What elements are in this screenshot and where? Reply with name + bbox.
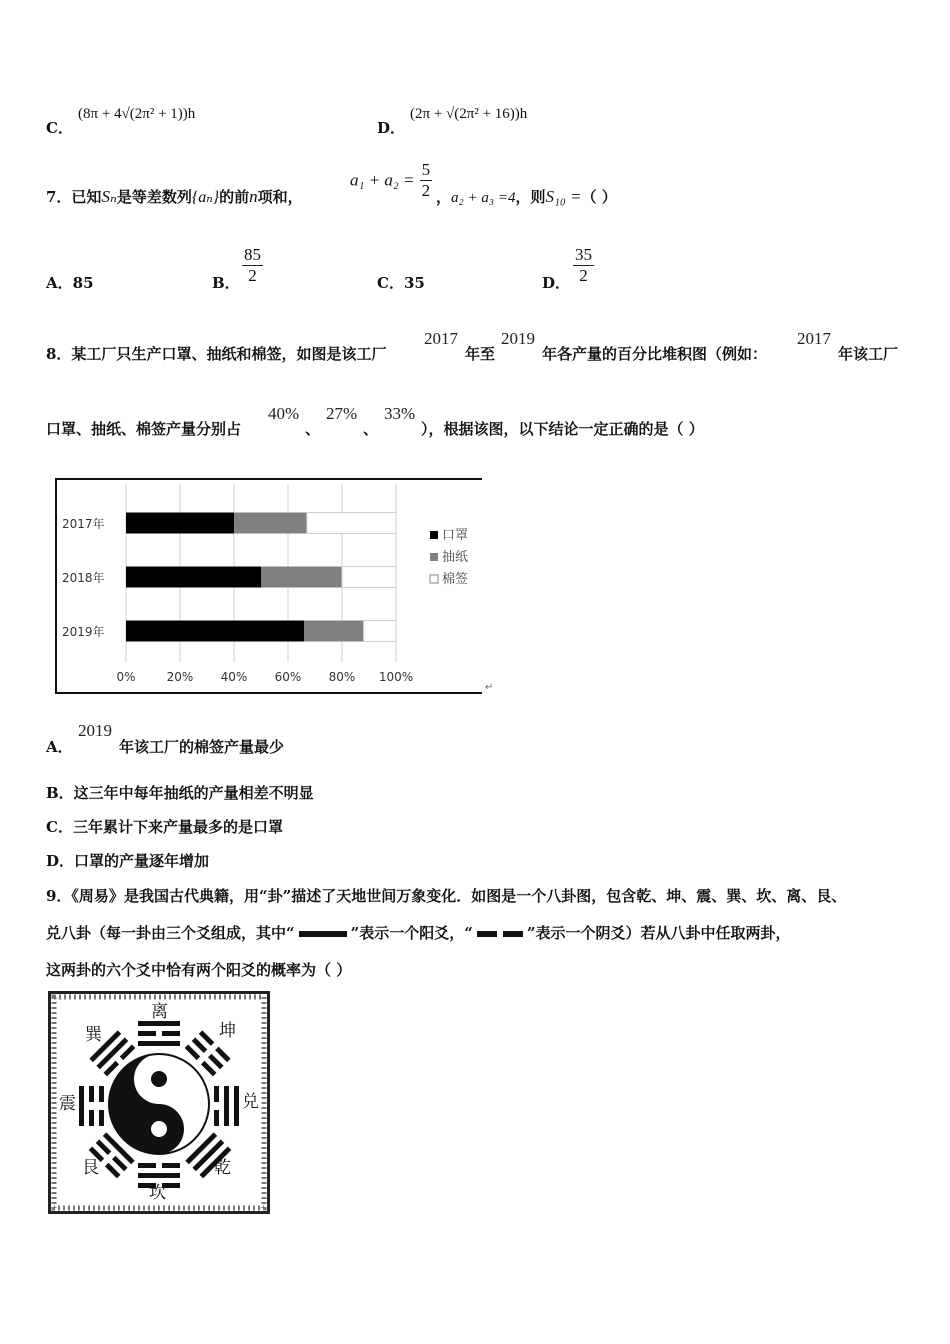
q7-eq1-num: 5 bbox=[421, 160, 431, 179]
q8-line1-d: 年该工厂 bbox=[838, 345, 899, 363]
bagua-label-li: 离 bbox=[151, 1002, 168, 1022]
q8-p3: 33% bbox=[384, 404, 416, 423]
x-tick-label: 60% bbox=[274, 670, 302, 684]
bagua-label-kan: 坎 bbox=[149, 1183, 166, 1203]
q9-line2-a: 兑八卦（每一卦由三个爻组成，其中“ bbox=[46, 924, 295, 942]
q7-option-b-fraction bbox=[242, 245, 263, 286]
bar-segment bbox=[126, 621, 304, 642]
x-tick-label: 40% bbox=[220, 670, 248, 684]
q7-option-a-value: 85 bbox=[72, 274, 94, 292]
q8-year1: 2017 bbox=[424, 329, 458, 348]
q7-option-d-fraction bbox=[573, 245, 594, 286]
return-mark: ↵ bbox=[485, 682, 494, 693]
q7-eq1-fraction bbox=[420, 160, 433, 201]
bagua-label-gen: 艮 bbox=[82, 1158, 99, 1178]
q7-sn: Sₙ bbox=[101, 187, 117, 206]
q7-text1: 是等差数列 bbox=[116, 188, 192, 206]
q8-option-d: D．口罩的产量逐年增加 bbox=[46, 852, 210, 870]
q7-number: 7．已知 bbox=[46, 188, 102, 206]
q7-option-d-num: 35 bbox=[575, 245, 592, 264]
q7-option-b-label: B． bbox=[212, 274, 240, 292]
q7-option-c-label: C． bbox=[377, 274, 404, 292]
q8-line2-b: ），根据该图，以下结论一定正确的是（ ） bbox=[421, 420, 704, 438]
q7-option-d-label: D． bbox=[542, 274, 571, 292]
stacked-bar-chart bbox=[55, 478, 500, 694]
q9-line2-b: ”表示一个阳爻，“ bbox=[350, 924, 473, 942]
yin-line-left-symbol bbox=[477, 931, 497, 937]
x-tick-label: 80% bbox=[328, 670, 356, 684]
yin-line-right-symbol bbox=[503, 931, 523, 937]
q8-line2-a: 口罩、抽纸、棉签产量分别占 bbox=[46, 420, 242, 438]
legend-swatch bbox=[430, 575, 438, 583]
q7-option-a bbox=[46, 272, 94, 293]
x-tick-label: 20% bbox=[166, 670, 194, 684]
bagua-label-qian: 乾 bbox=[214, 1158, 231, 1178]
q7-n: n bbox=[249, 187, 258, 206]
bar-segment bbox=[234, 513, 307, 534]
bar-segment bbox=[126, 513, 234, 534]
q7-option-c bbox=[377, 272, 425, 293]
q7-eq1-den: 2 bbox=[421, 181, 431, 200]
q7-text3: 项和， bbox=[257, 188, 303, 206]
bar-segment bbox=[261, 567, 342, 588]
option-d-label: D． bbox=[377, 119, 406, 137]
bar-segment bbox=[304, 621, 363, 642]
q7-eq1-lhs: a₁ + a₂ = bbox=[350, 170, 415, 190]
q8-line1-b: 年至 bbox=[465, 345, 496, 363]
option-c-label: C． bbox=[46, 119, 73, 137]
q7-paren: （ ） bbox=[581, 188, 617, 206]
q7-eq2: a₂ + a₃ =4 bbox=[451, 190, 516, 206]
x-tick-label: 0% bbox=[116, 670, 136, 684]
q7-sep: ， bbox=[436, 188, 452, 206]
option-c-expression: (8π + 4√(2π² + 1))h bbox=[78, 106, 196, 122]
bar-segment bbox=[126, 567, 261, 588]
bar-segment bbox=[364, 621, 396, 642]
x-tick-label: 100% bbox=[378, 670, 414, 684]
q9-line1: 9．《周易》是我国古代典籍，用“卦”描述了天地世间万象变化．如图是一个八卦图，包含乾、坤、震、巽、坎、离、艮、 bbox=[46, 887, 847, 905]
bagua-label-dui: 兑 bbox=[242, 1092, 259, 1112]
q8-year3: 2017 bbox=[797, 329, 831, 348]
q8-p2: 27% bbox=[326, 404, 358, 423]
q7-option-d-den: 2 bbox=[579, 266, 588, 285]
q7-option-a-label: A． bbox=[46, 274, 73, 292]
q7-text4: ，则 bbox=[515, 188, 546, 206]
q8-year2: 2019 bbox=[501, 329, 535, 348]
taiji-symbol bbox=[109, 1054, 209, 1154]
legend-label: 抽纸 bbox=[442, 550, 469, 565]
q7-option-b-den: 2 bbox=[248, 266, 257, 285]
legend-label: 口罩 bbox=[442, 528, 469, 543]
q7-s10: S₁₀ = bbox=[545, 187, 582, 206]
bagua-label-xun: 巽 bbox=[85, 1025, 102, 1045]
q8-option-a-year: 2019 bbox=[78, 721, 112, 740]
legend-swatch bbox=[430, 553, 438, 561]
q7-an: {aₙ} bbox=[191, 189, 220, 206]
q8-line1-c: 年各产量的百分比堆积图（例如： bbox=[542, 345, 768, 363]
q8-option-a-label: A． bbox=[46, 738, 73, 756]
yang-line-symbol bbox=[299, 931, 347, 937]
q7-text2: 的前 bbox=[219, 188, 250, 206]
category-label: 2019年 bbox=[62, 625, 105, 639]
q8-p1: 40% bbox=[268, 404, 300, 423]
q8-sep1: 、 bbox=[305, 420, 321, 438]
bagua-image bbox=[48, 991, 270, 1214]
q8-line1-a: 8．某工厂只生产口罩、抽纸和棉签，如图是该工厂 bbox=[46, 345, 387, 363]
bar-segment bbox=[342, 567, 396, 588]
legend-label: 棉签 bbox=[442, 572, 469, 587]
bar-segment bbox=[307, 513, 396, 534]
category-label: 2018年 bbox=[62, 571, 105, 585]
option-d-expression: (2π + √(2π² + 16))h bbox=[410, 106, 528, 122]
q7-line bbox=[46, 186, 303, 207]
bagua-label-zhen: 震 bbox=[59, 1094, 76, 1114]
q7-option-b-num: 85 bbox=[244, 245, 261, 264]
q7-equation-1 bbox=[350, 160, 432, 201]
q7-line-b bbox=[436, 186, 617, 207]
bagua-diagram bbox=[48, 991, 270, 1214]
q7-option-c-value: 35 bbox=[403, 274, 425, 292]
legend-swatch bbox=[430, 531, 438, 539]
bagua-label-kun: 坤 bbox=[219, 1021, 236, 1041]
q8-sep2: 、 bbox=[363, 420, 379, 438]
q9-line2-c: ”表示一个阴爻）若从八卦中任取两卦， bbox=[526, 924, 791, 942]
category-label: 2017年 bbox=[62, 517, 105, 531]
q9-line2 bbox=[46, 922, 791, 943]
q9-line3: 这两卦的六个爻中恰有两个阳爻的概率为（ ） bbox=[46, 961, 352, 979]
q8-option-a-text: 年该工厂的棉签产量最少 bbox=[119, 738, 285, 756]
q8-option-c: C．三年累计下来产量最多的是口罩 bbox=[46, 818, 283, 836]
q8-option-b: B．这三年中每年抽纸的产量相差不明显 bbox=[46, 784, 314, 802]
